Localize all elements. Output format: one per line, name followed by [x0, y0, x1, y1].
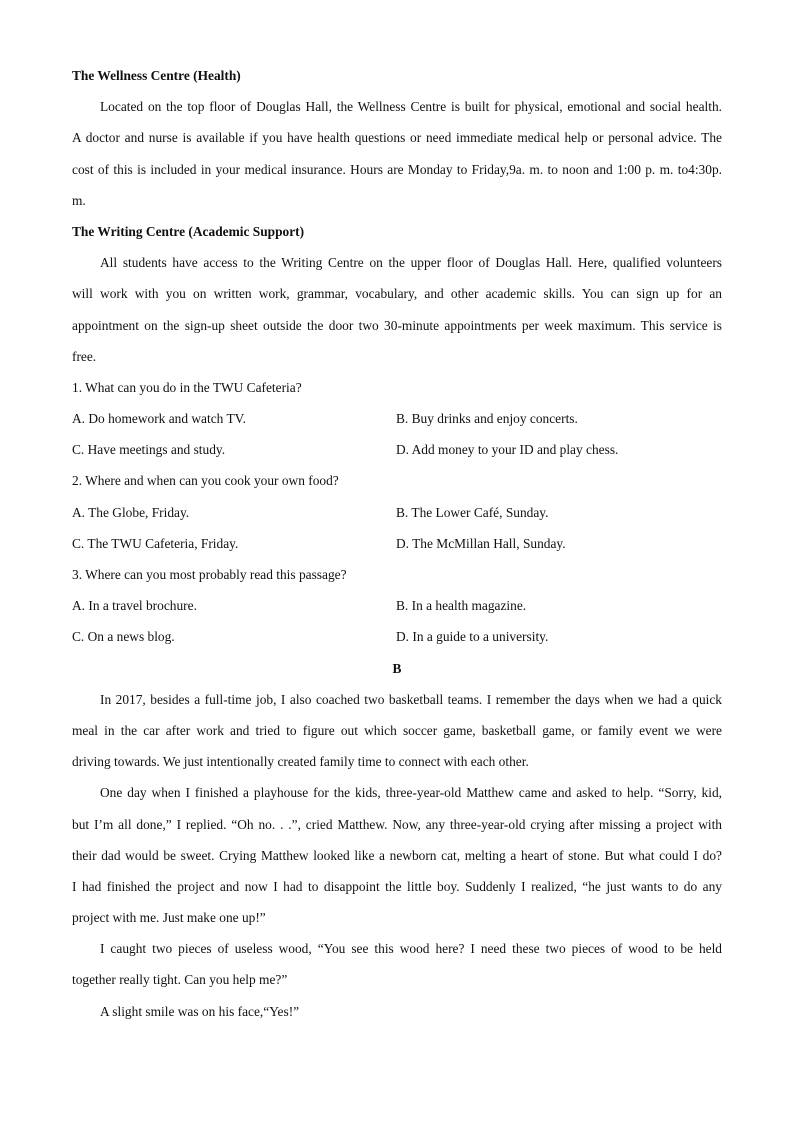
writing-line-3: appointment on the sign-up sheet outside the door two 30-minute appointments per week maximum. This service is: [72, 317, 722, 333]
question-2-row-1: [72, 497, 722, 528]
question-3-row-1: [72, 590, 722, 621]
wellness-centre-heading: The Wellness Centre (Health): [72, 68, 241, 83]
question-1-stem: 1. What can you do in the TWU Cafeteria?: [72, 379, 302, 395]
document-page: [72, 60, 722, 1027]
part-b-p2-line-5: project with me. Just make one up!”: [72, 910, 266, 926]
question-2-option-b: B. The Lower Café, Sunday.: [396, 504, 549, 520]
question-1-option-c: C. Have meetings and study.: [72, 442, 226, 458]
question-2-option-a: A. The Globe, Friday.: [72, 504, 190, 520]
part-b-heading: B: [392, 660, 402, 676]
part-b-p1-line-3: driving towards. We just intentionally created family time to connect with each other.: [72, 754, 529, 770]
part-b-p3-line-2: together really tight. Can you help me?”: [72, 972, 288, 988]
question-1-option-a: A. Do homework and watch TV.: [72, 411, 246, 427]
wellness-line-2: A doctor and nurse is available if you have health questions or need immediate medical help or personal advice. The: [72, 130, 722, 146]
part-b-p2-line-4: I had finished the project and now I had to disappoint the little boy. Suddenly I realized, “he just wants to do any: [72, 878, 722, 894]
question-1-option-b: B. Buy drinks and enjoy concerts.: [396, 411, 578, 427]
writing-centre-heading: The Writing Centre (Academic Support): [72, 223, 305, 239]
question-2-option-d: D. The McMillan Hall, Sunday.: [396, 535, 566, 551]
part-b-p1-line-1: In 2017, besides a full-time job, I also coached two basketball teams. I remember the days when we had a quick: [100, 691, 722, 707]
part-b-p2-line-3: their dad would be sweet. Crying Matthew looked like a newborn cat, melting a heart of stone. But what could I do?: [72, 847, 722, 863]
question-1-option-d: D. Add money to your ID and play chess.: [396, 442, 619, 458]
writing-line-2: will work with you on written work, grammar, vocabulary, and other academic skills. You can sign up for an: [72, 286, 722, 302]
writing-line-1: All students have access to the Writing Centre on the upper floor of Douglas Hall. Here, qualified volunteers: [100, 255, 722, 271]
part-b-p2-line-2: but I’m all done,” I replied. “Oh no. . .”, cried Matthew. Now, any three-year-old crying after missing a project with: [72, 816, 722, 832]
question-2-row-2: [72, 528, 722, 559]
part-b-p2-line-1: One day when I finished a playhouse for the kids, three-year-old Matthew came and asked to help. “Sorry, kid,: [100, 785, 722, 801]
part-b-p1-line-2: meal in the car after work and tried to figure out which soccer game, basketball game, or family event we were: [72, 722, 722, 738]
question-3-option-a: A. In a travel brochure.: [72, 598, 197, 614]
writing-line-4: free.: [72, 348, 97, 364]
wellness-line-3: cost of this is included in your medical insurance. Hours are Monday to Friday,9a. m. to noon and 1:00 p. m. to4:30p.: [72, 161, 722, 177]
question-3-option-c: C. On a news blog.: [72, 629, 175, 645]
part-b-p4-line-1: A slight smile was on his face,“Yes!”: [100, 1003, 300, 1019]
question-2-option-c: C. The TWU Cafeteria, Friday.: [72, 535, 239, 551]
question-3-stem: 3. Where can you most probably read this passage?: [72, 567, 347, 582]
wellness-line-4: m.: [72, 192, 86, 208]
question-1-row-1: [72, 403, 722, 434]
question-2-stem: 2. Where and when can you cook your own food?: [72, 473, 339, 489]
question-1-row-2: [72, 434, 722, 465]
question-3-row-2: [72, 621, 722, 652]
wellness-line-1: Located on the top floor of Douglas Hall, the Wellness Centre is built for physical, emotional and social health.: [100, 99, 722, 115]
part-b-p3-line-1: I caught two pieces of useless wood, “You see this wood here? I need these two pieces of wood to be held: [100, 941, 722, 957]
question-3-option-b: B. In a health magazine.: [396, 598, 527, 614]
question-3-option-d: D. In a guide to a university.: [396, 629, 549, 645]
